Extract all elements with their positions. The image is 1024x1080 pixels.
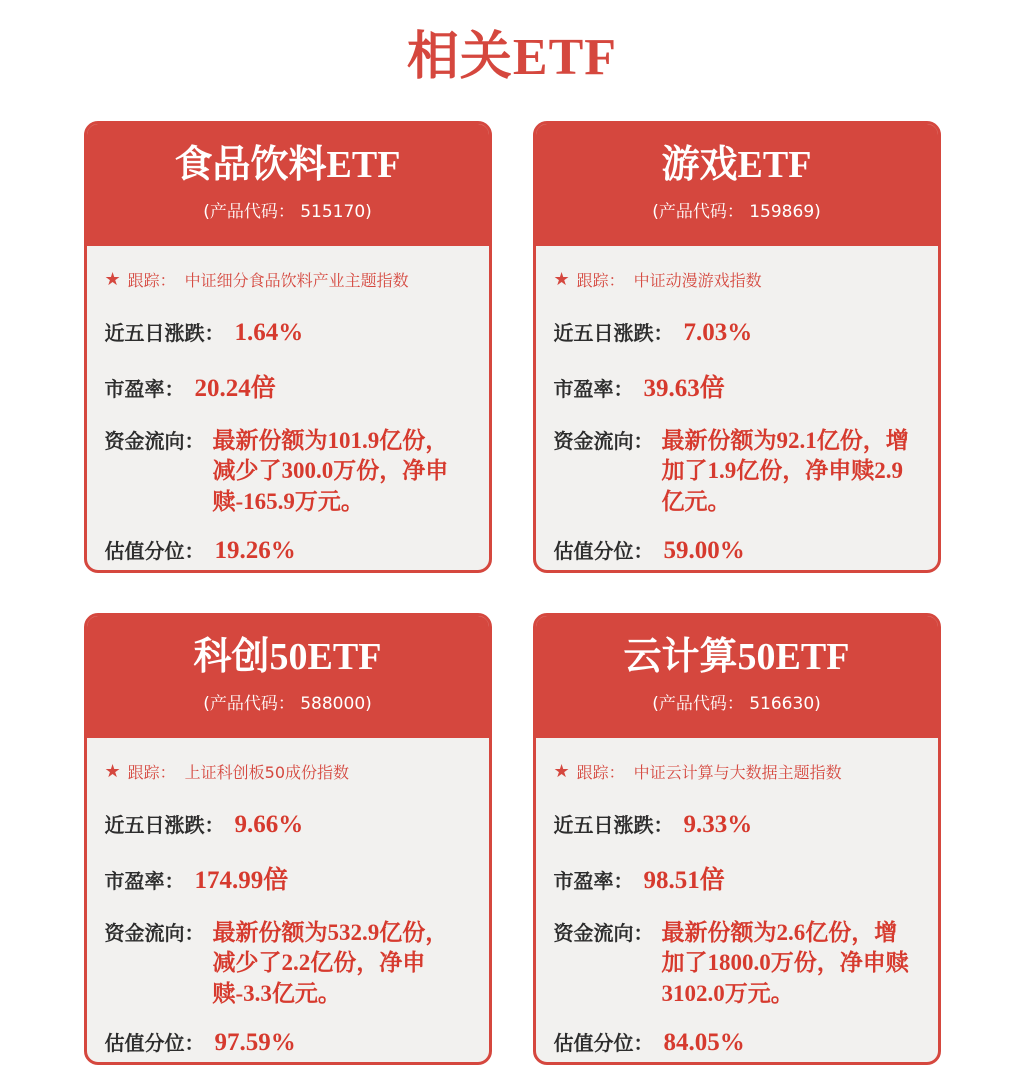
product-code: (产品代码： 515170) xyxy=(203,201,372,222)
pe-ratio-row xyxy=(554,860,920,896)
track-index-name: 中证动漫游戏指数 xyxy=(633,271,762,290)
etf-name: 云计算50ETF xyxy=(623,636,850,678)
fund-flow-label: 资金流向： xyxy=(553,921,654,945)
star-icon: ★ xyxy=(104,760,121,782)
fund-flow-row xyxy=(554,917,920,1009)
star-icon: ★ xyxy=(553,760,570,782)
card-header xyxy=(87,124,489,246)
etf-card-cloud-computing xyxy=(533,613,941,1065)
pe-ratio-row xyxy=(554,368,920,404)
card-header xyxy=(87,616,489,738)
pe-ratio-row xyxy=(105,860,471,896)
track-row xyxy=(105,760,471,783)
pe-ratio-label: 市盈率： xyxy=(104,869,185,893)
star-icon: ★ xyxy=(104,268,121,290)
star-icon: ★ xyxy=(553,268,570,290)
track-row xyxy=(554,760,920,783)
track-index-name: 中证细分食品饮料产业主题指数 xyxy=(184,271,409,290)
track-label: 跟踪： xyxy=(127,763,176,782)
fund-flow-row xyxy=(105,425,471,517)
fund-flow-row xyxy=(554,425,920,517)
pe-ratio-value: 174.99倍 xyxy=(194,867,289,894)
five-day-change-row xyxy=(554,317,920,347)
pe-ratio-value: 98.51倍 xyxy=(643,867,725,894)
five-day-change-row xyxy=(105,809,471,839)
five-day-change-value: 1.64% xyxy=(234,319,304,346)
valuation-percentile-value: 97.59% xyxy=(214,1029,296,1057)
fund-flow-label: 资金流向： xyxy=(104,921,205,945)
pe-ratio-value: 20.24倍 xyxy=(194,375,276,402)
product-code: (产品代码： 588000) xyxy=(203,693,372,714)
valuation-percentile-value: 59.00% xyxy=(663,537,745,565)
five-day-change-label: 近五日涨跌： xyxy=(104,813,225,837)
five-day-change-label: 近五日涨跌： xyxy=(553,813,674,837)
valuation-percentile-label: 估值分位： xyxy=(553,539,654,564)
page-title: 相关ETF xyxy=(406,29,618,86)
valuation-percentile-label: 估值分位： xyxy=(553,1031,654,1056)
valuation-percentile-label: 估值分位： xyxy=(104,539,205,564)
track-label: 跟踪： xyxy=(127,271,176,290)
etf-cards-grid xyxy=(0,121,1024,1065)
etf-name: 食品饮料ETF xyxy=(174,144,401,186)
pe-ratio-value: 39.63倍 xyxy=(643,375,725,402)
track-index-name: 上证科创板50成份指数 xyxy=(184,763,350,782)
fund-flow-value: 最新份额为532.9亿份，减少了2.2亿份，净申赎-3.3亿元。 xyxy=(212,920,449,1006)
pe-ratio-label: 市盈率： xyxy=(553,377,634,401)
pe-ratio-label: 市盈率： xyxy=(104,377,185,401)
five-day-change-label: 近五日涨跌： xyxy=(553,321,674,345)
valuation-percentile-row xyxy=(105,1027,471,1057)
fund-flow-label: 资金流向： xyxy=(104,429,205,453)
five-day-change-label: 近五日涨跌： xyxy=(104,321,225,345)
card-body xyxy=(87,246,489,565)
card-body xyxy=(536,738,938,1057)
fund-flow-value: 最新份额为101.9亿份，减少了300.0万份，净申赎-165.9万元。 xyxy=(212,428,449,514)
five-day-change-row xyxy=(554,809,920,839)
pe-ratio-row xyxy=(105,368,471,404)
track-label: 跟踪： xyxy=(576,271,625,290)
etf-card-gaming xyxy=(533,121,941,573)
valuation-percentile-row xyxy=(105,535,471,565)
fund-flow-value: 最新份额为92.1亿份，增加了1.9亿份，净申赎2.9亿元。 xyxy=(661,428,909,514)
valuation-percentile-row xyxy=(554,1027,920,1057)
valuation-percentile-value: 19.26% xyxy=(214,537,296,565)
valuation-percentile-value: 84.05% xyxy=(663,1029,745,1057)
five-day-change-value: 9.33% xyxy=(683,811,753,838)
track-row xyxy=(554,268,920,291)
card-header xyxy=(536,124,938,246)
track-label: 跟踪： xyxy=(576,763,625,782)
track-row xyxy=(105,268,471,291)
card-header xyxy=(536,616,938,738)
fund-flow-value: 最新份额为2.6亿份，增加了1800.0万份，净申赎3102.0万元。 xyxy=(661,920,909,1006)
etf-name: 游戏ETF xyxy=(661,144,812,186)
fund-flow-row xyxy=(105,917,471,1009)
card-body xyxy=(536,246,938,565)
product-code: (产品代码： 159869) xyxy=(652,201,821,222)
etf-card-star50 xyxy=(84,613,492,1065)
card-body xyxy=(87,738,489,1057)
fund-flow-label: 资金流向： xyxy=(553,429,654,453)
five-day-change-value: 7.03% xyxy=(683,319,753,346)
valuation-percentile-label: 估值分位： xyxy=(104,1031,205,1056)
track-index-name: 中证云计算与大数据主题指数 xyxy=(633,763,842,782)
valuation-percentile-row xyxy=(554,535,920,565)
five-day-change-value: 9.66% xyxy=(234,811,304,838)
etf-card-food-beverage xyxy=(84,121,492,573)
pe-ratio-label: 市盈率： xyxy=(553,869,634,893)
etf-name: 科创50ETF xyxy=(193,636,382,678)
product-code: (产品代码： 516630) xyxy=(652,693,821,714)
five-day-change-row xyxy=(105,317,471,347)
